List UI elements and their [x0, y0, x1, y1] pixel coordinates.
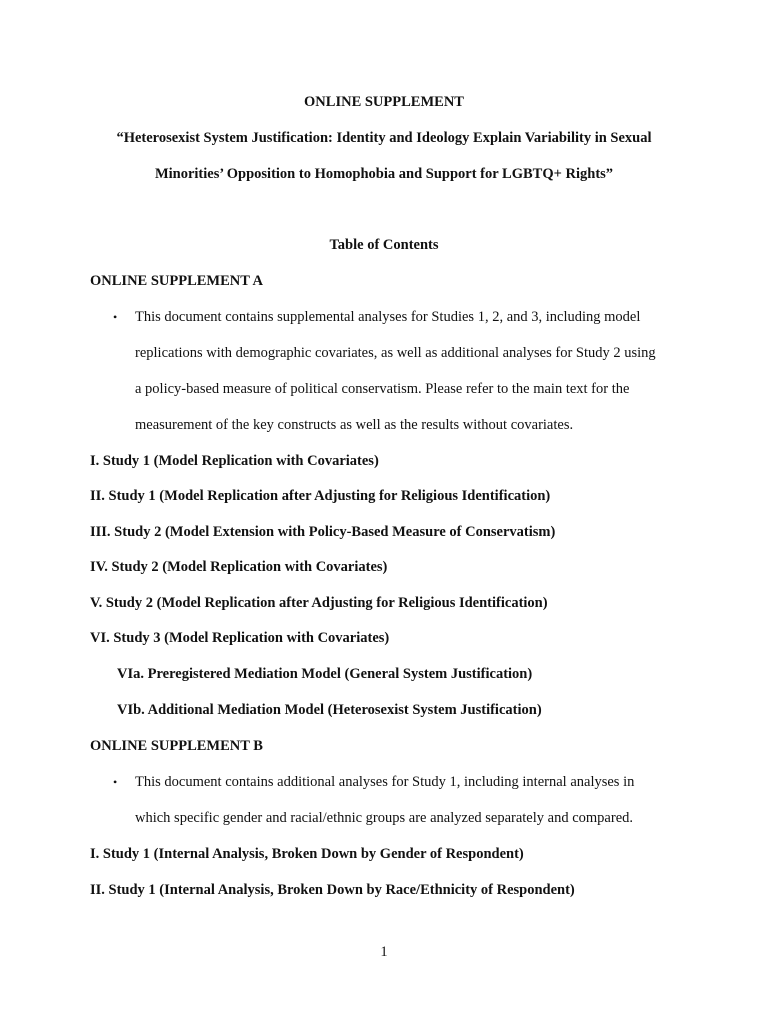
toc-item-b-2[interactable]: II. Study 1 (Internal Analysis, Broken Down by Race/Ethnicity of Respondent) [90, 882, 575, 898]
supplement-b-label: ONLINE SUPPLEMENT B [90, 738, 263, 754]
supplement-a-description-line-1: This document contains supplemental analyses for Studies 1, 2, and 3, including model [135, 309, 641, 325]
supplement-b-bullet: • [113, 775, 118, 789]
toc-item-a-6[interactable]: VI. Study 3 (Model Replication with Covariates) [90, 630, 390, 646]
toc-item-a-1[interactable]: I. Study 1 (Model Replication with Covariates) [90, 453, 379, 469]
supplement-b-description-line-1: This document contains additional analyses for Study 1, including internal analyses in [135, 774, 635, 790]
supplement-a-description-line-3: a policy-based measure of political conservatism. Please refer to the main text for the [135, 381, 630, 397]
supplement-b-description-line-2: which specific gender and racial/ethnic groups are analyzed separately and compared. [135, 810, 633, 826]
paper-title-line-1: “Heterosexist System Justification: Identity and Ideology Explain Variability in Sexual [116, 130, 652, 146]
supplement-title: ONLINE SUPPLEMENT [304, 94, 464, 110]
toc-item-a-5[interactable]: V. Study 2 (Model Replication after Adjusting for Religious Identification) [90, 595, 548, 611]
toc-subitem-a-6a[interactable]: VIa. Preregistered Mediation Model (General System Justification) [117, 666, 533, 682]
toc-item-a-4[interactable]: IV. Study 2 (Model Replication with Covariates) [90, 559, 388, 575]
toc-item-a-3[interactable]: III. Study 2 (Model Extension with Policy-Based Measure of Conservatism) [90, 524, 556, 540]
supplement-a-description-line-2: replications with demographic covariates, as well as additional analyses for Study 2 using [135, 345, 656, 361]
toc-item-a-2[interactable]: II. Study 1 (Model Replication after Adjusting for Religious Identification) [90, 488, 551, 504]
toc-heading: Table of Contents [329, 237, 439, 253]
supplement-a-bullet: • [113, 310, 118, 324]
supplement-a-label: ONLINE SUPPLEMENT A [90, 273, 263, 289]
page-number: 1 [380, 944, 388, 960]
toc-subitem-a-6b[interactable]: VIb. Additional Mediation Model (Heterosexist System Justification) [117, 702, 542, 718]
paper-title-line-2: Minorities’ Opposition to Homophobia and Support for LGBTQ+ Rights” [154, 166, 614, 182]
supplement-a-description-line-4: measurement of the key constructs as well as the results without covariates. [135, 417, 574, 433]
toc-item-b-1[interactable]: I. Study 1 (Internal Analysis, Broken Down by Gender of Respondent) [90, 846, 524, 862]
